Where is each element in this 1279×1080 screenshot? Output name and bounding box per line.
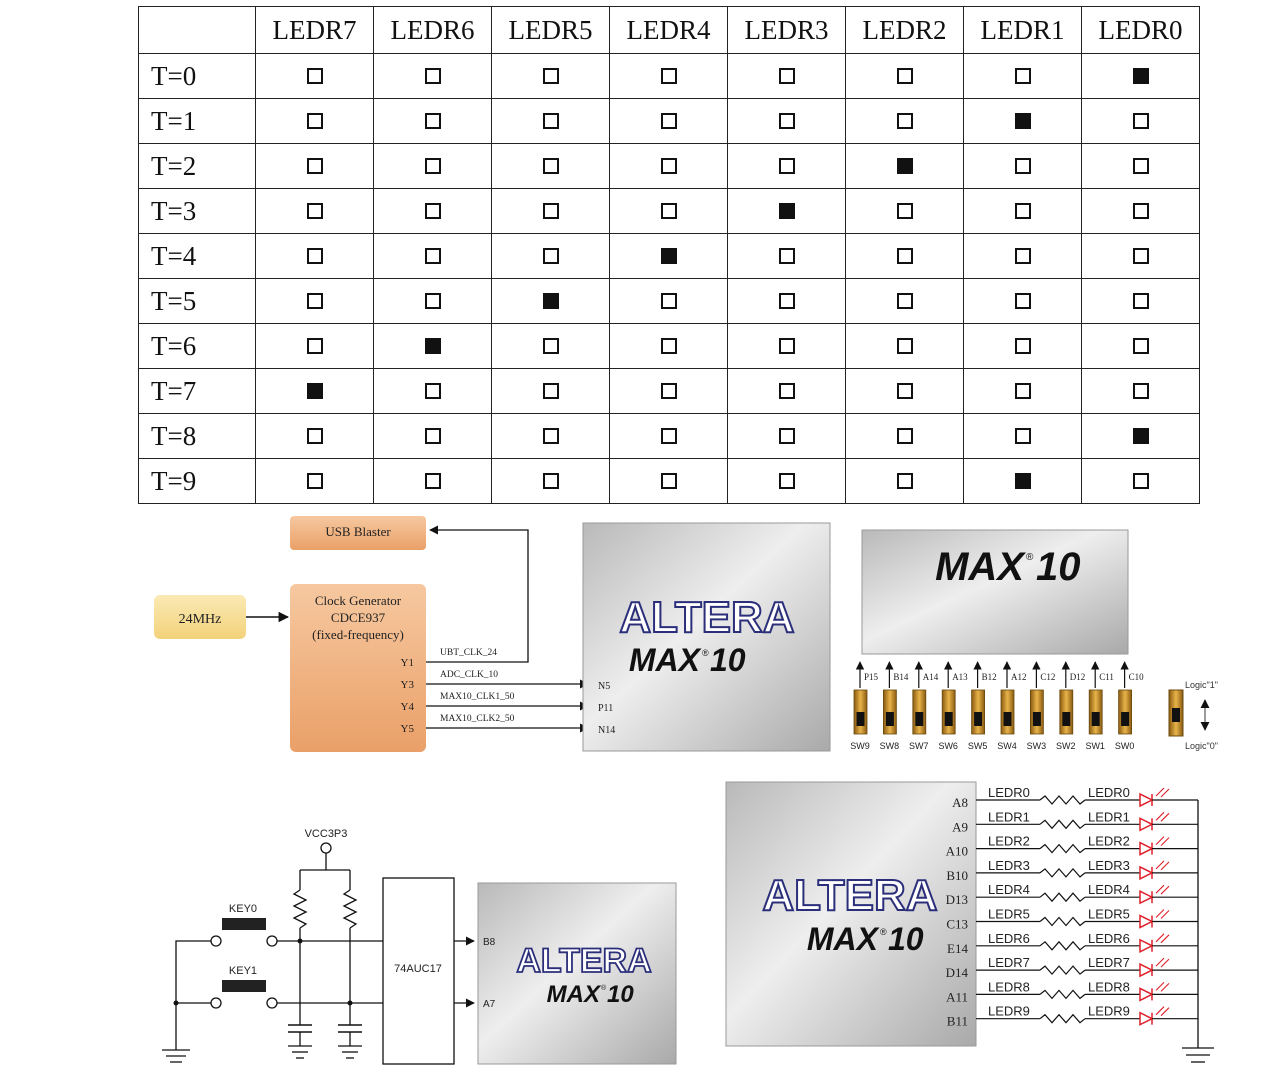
led-diode-icon	[1140, 1013, 1152, 1025]
svg-text:®: ®	[601, 985, 607, 992]
resistor-icon	[1040, 820, 1085, 828]
led-diode-icon	[1140, 794, 1152, 806]
led-row	[946, 907, 1198, 932]
column-header: LEDR7	[256, 7, 374, 54]
led-pin-label: D13	[945, 892, 968, 908]
row-label: T=7	[139, 369, 256, 414]
led-net-label: LEDR2	[1088, 833, 1130, 849]
svg-text:®: ®	[880, 927, 887, 937]
oscillator-label: 24MHz	[178, 612, 222, 627]
clock-gen-line1: Clock Generator	[314, 593, 402, 608]
svg-text:10: 10	[1036, 545, 1081, 589]
pullup-resistor	[294, 890, 306, 928]
switch-label: SW6	[938, 741, 958, 751]
led-diode-icon	[1140, 940, 1152, 952]
chip-pin-label: B8	[483, 937, 496, 948]
key1-label: KEY1	[228, 965, 258, 977]
svg-text:®: ®	[702, 648, 709, 658]
slide-switch	[1085, 662, 1113, 751]
led-net-label: LEDR5	[1088, 906, 1130, 922]
switch-label: SW9	[850, 741, 870, 751]
led-net-label: LEDR7	[988, 955, 1030, 971]
light-rays-icon	[1156, 885, 1169, 894]
switch-pin-label: D12	[1069, 672, 1086, 682]
svg-text:MAX: MAX	[628, 642, 700, 678]
led-pin-label: C13	[946, 916, 968, 932]
logic-high-label: Logic"1"	[1185, 680, 1218, 690]
column-header: LEDR5	[492, 7, 610, 54]
max10-logo	[935, 545, 1080, 589]
switch-array	[850, 662, 1144, 751]
slide-switch	[880, 662, 909, 751]
clock-gen-line3: (fixed-frequency)	[312, 627, 404, 642]
clock-output-label: Y1	[400, 657, 414, 669]
switch-label: SW2	[1056, 741, 1076, 751]
buffer-label: 74AUC17	[394, 963, 442, 975]
column-header: LEDR1	[964, 7, 1082, 54]
slide-switch	[968, 662, 997, 751]
clock-gen-line2: CDCE937	[330, 610, 386, 625]
ubt-clk-wire	[426, 530, 528, 662]
svg-text:MAX: MAX	[546, 981, 600, 1008]
ground-icon	[1182, 1048, 1214, 1062]
led-net-label: LEDR0	[1088, 785, 1130, 800]
chip-pin-label: N5	[598, 681, 611, 692]
logic-indicator	[1169, 680, 1218, 751]
resistor-icon	[1040, 942, 1085, 950]
led-row	[946, 834, 1198, 859]
svg-text:10: 10	[710, 642, 746, 678]
led-pin-label: A11	[946, 989, 968, 1005]
ground-icon	[162, 1050, 190, 1062]
led-net-label: LEDR1	[988, 809, 1030, 825]
column-header: LEDR2	[846, 7, 964, 54]
resistor-icon	[1040, 845, 1085, 853]
led-row	[946, 979, 1198, 1004]
row-label: T=0	[139, 54, 256, 99]
led-net-label: LEDR4	[1088, 882, 1130, 898]
light-rays-icon	[1156, 982, 1169, 991]
switch-label: SW5	[967, 741, 988, 751]
svg-text:MAX: MAX	[935, 545, 1024, 589]
altera-logo: ALTERA	[516, 942, 652, 980]
resistor-icon	[1040, 1015, 1085, 1023]
led-diode-icon	[1140, 916, 1152, 928]
row-label: T=4	[139, 234, 256, 279]
led-diode-icon	[1140, 818, 1152, 830]
led-row	[947, 931, 1198, 956]
switch-pin-label: A12	[1011, 672, 1027, 682]
net-label: MAX10_CLK2_50	[440, 714, 515, 724]
led-net-label: LEDR8	[988, 979, 1030, 995]
led-pin-label: D14	[945, 965, 968, 981]
row-label: T=9	[139, 459, 256, 504]
net-label: ADC_CLK_10	[440, 670, 499, 680]
led-net-label: LEDR9	[988, 1003, 1030, 1019]
switch-label: SW0	[1114, 741, 1135, 751]
max10-logo	[807, 921, 924, 957]
led-net-label: LEDR0	[988, 785, 1030, 800]
slide-switch	[1056, 662, 1085, 751]
capacitor-icon	[288, 1025, 312, 1058]
logic-low-label: Logic"0"	[1185, 741, 1218, 751]
led-net-label: LEDR3	[988, 857, 1030, 873]
led-diode-icon	[1140, 988, 1152, 1000]
light-rays-icon	[1156, 934, 1169, 943]
clock-output-label: Y3	[400, 679, 414, 691]
max10-logo	[629, 642, 746, 678]
led-net-label: LEDR8	[1088, 979, 1130, 995]
svg-text:®: ®	[1026, 552, 1034, 563]
chip-pin-label: N14	[598, 725, 616, 736]
row-label: T=1	[139, 99, 256, 144]
key0-label: KEY0	[228, 903, 258, 915]
led-net-label: LEDR2	[988, 833, 1030, 849]
altera-logo: ALTERA	[762, 871, 938, 920]
svg-text:MAX: MAX	[806, 921, 878, 957]
row-label: T=6	[139, 324, 256, 369]
slide-switch	[1115, 662, 1144, 751]
chip-pin-label: A7	[483, 999, 496, 1010]
led-diode-icon	[1140, 891, 1152, 903]
led-net-label: LEDR5	[988, 906, 1030, 922]
led-net-label: LEDR9	[1088, 1003, 1130, 1019]
slide-switch	[938, 662, 968, 751]
resistor-icon	[1040, 918, 1085, 926]
slide-switch	[850, 662, 878, 751]
max10-logo	[547, 981, 635, 1008]
switch-pin-label: B14	[893, 672, 909, 682]
led-section	[726, 782, 1214, 1062]
row-label: T=5	[139, 279, 256, 324]
led-diode-icon	[1140, 964, 1152, 976]
switch-label: SW8	[879, 741, 900, 751]
switch-label: SW1	[1085, 741, 1105, 751]
light-rays-icon	[1156, 1007, 1169, 1016]
led-row	[952, 785, 1198, 810]
led-rows	[946, 785, 1198, 1029]
resistor-icon	[1040, 966, 1085, 974]
switch-pin-label: C10	[1128, 672, 1144, 682]
light-rays-icon	[1156, 812, 1169, 821]
switch-pin-label: C11	[1099, 672, 1114, 682]
pullup-resistor	[344, 890, 356, 928]
chip-pin-label: P11	[598, 703, 614, 714]
light-rays-icon	[1156, 958, 1169, 967]
led-pin-label: B11	[946, 1013, 968, 1029]
switch-pin-label: A14	[922, 672, 939, 682]
resistor-icon	[1040, 869, 1085, 877]
slide-switch	[909, 662, 939, 751]
switch-label: SW4	[997, 741, 1017, 751]
key0-button	[222, 918, 266, 930]
led-row	[947, 1004, 1198, 1029]
row-label: T=3	[139, 189, 256, 234]
usb-blaster-label: USB Blaster	[325, 524, 391, 539]
led-net-label: LEDR1	[1088, 809, 1130, 825]
slide-switch	[997, 662, 1026, 751]
column-header: LEDR3	[728, 7, 846, 54]
led-net-label: LEDR7	[1088, 955, 1130, 971]
led-net-label: LEDR4	[988, 882, 1030, 898]
row-label: T=8	[139, 414, 256, 459]
clock-section	[154, 516, 830, 752]
led-row	[952, 809, 1198, 834]
led-pin-label: A9	[952, 819, 968, 835]
resistor-icon	[1040, 796, 1085, 804]
light-rays-icon	[1156, 910, 1169, 919]
resistor-icon	[1040, 990, 1085, 998]
altera-logo: ALTERA	[619, 593, 795, 642]
led-diode-icon	[1140, 867, 1152, 879]
light-rays-icon	[1156, 861, 1169, 870]
switch-pin-label: B12	[981, 672, 997, 682]
switch-pin-label: A13	[952, 672, 968, 682]
light-rays-icon	[1156, 788, 1169, 797]
led-pin-label: A10	[945, 843, 968, 859]
net-label: MAX10_CLK1_50	[440, 692, 515, 702]
capacitor-icon	[338, 1025, 362, 1058]
svg-text:10: 10	[607, 981, 634, 1008]
column-header: LEDR0	[1082, 7, 1200, 54]
light-rays-icon	[1156, 837, 1169, 846]
column-header: LEDR4	[610, 7, 728, 54]
led-row	[946, 882, 1198, 907]
clock-output-label: Y4	[400, 701, 414, 713]
row-label: T=2	[139, 144, 256, 189]
switch-section	[850, 530, 1218, 751]
led-row	[946, 858, 1198, 883]
key1-button	[222, 980, 266, 992]
led-pin-label: E14	[947, 940, 968, 956]
switch-pin-label: P15	[864, 672, 879, 682]
vcc-label: VCC3P3	[304, 828, 348, 840]
led-pin-label: B10	[946, 867, 968, 883]
switch-label: SW7	[909, 741, 929, 751]
led-net-label: LEDR3	[1088, 857, 1130, 873]
switch-label: SW3	[1026, 741, 1047, 751]
led-net-label: LEDR6	[988, 930, 1030, 946]
pushbutton-section	[162, 828, 676, 1064]
led-diode-icon	[1140, 843, 1152, 855]
net-label: UBT_CLK_24	[440, 648, 497, 658]
led-row	[946, 955, 1198, 980]
led-pin-label: A8	[952, 795, 968, 810]
slide-switch	[1027, 662, 1056, 751]
resistor-icon	[1040, 893, 1085, 901]
clock-output-label: Y5	[400, 723, 414, 735]
switch-pin-label: C12	[1040, 672, 1056, 682]
led-net-label: LEDR6	[1088, 930, 1130, 946]
column-header: LEDR6	[374, 7, 492, 54]
svg-text:10: 10	[888, 921, 924, 957]
